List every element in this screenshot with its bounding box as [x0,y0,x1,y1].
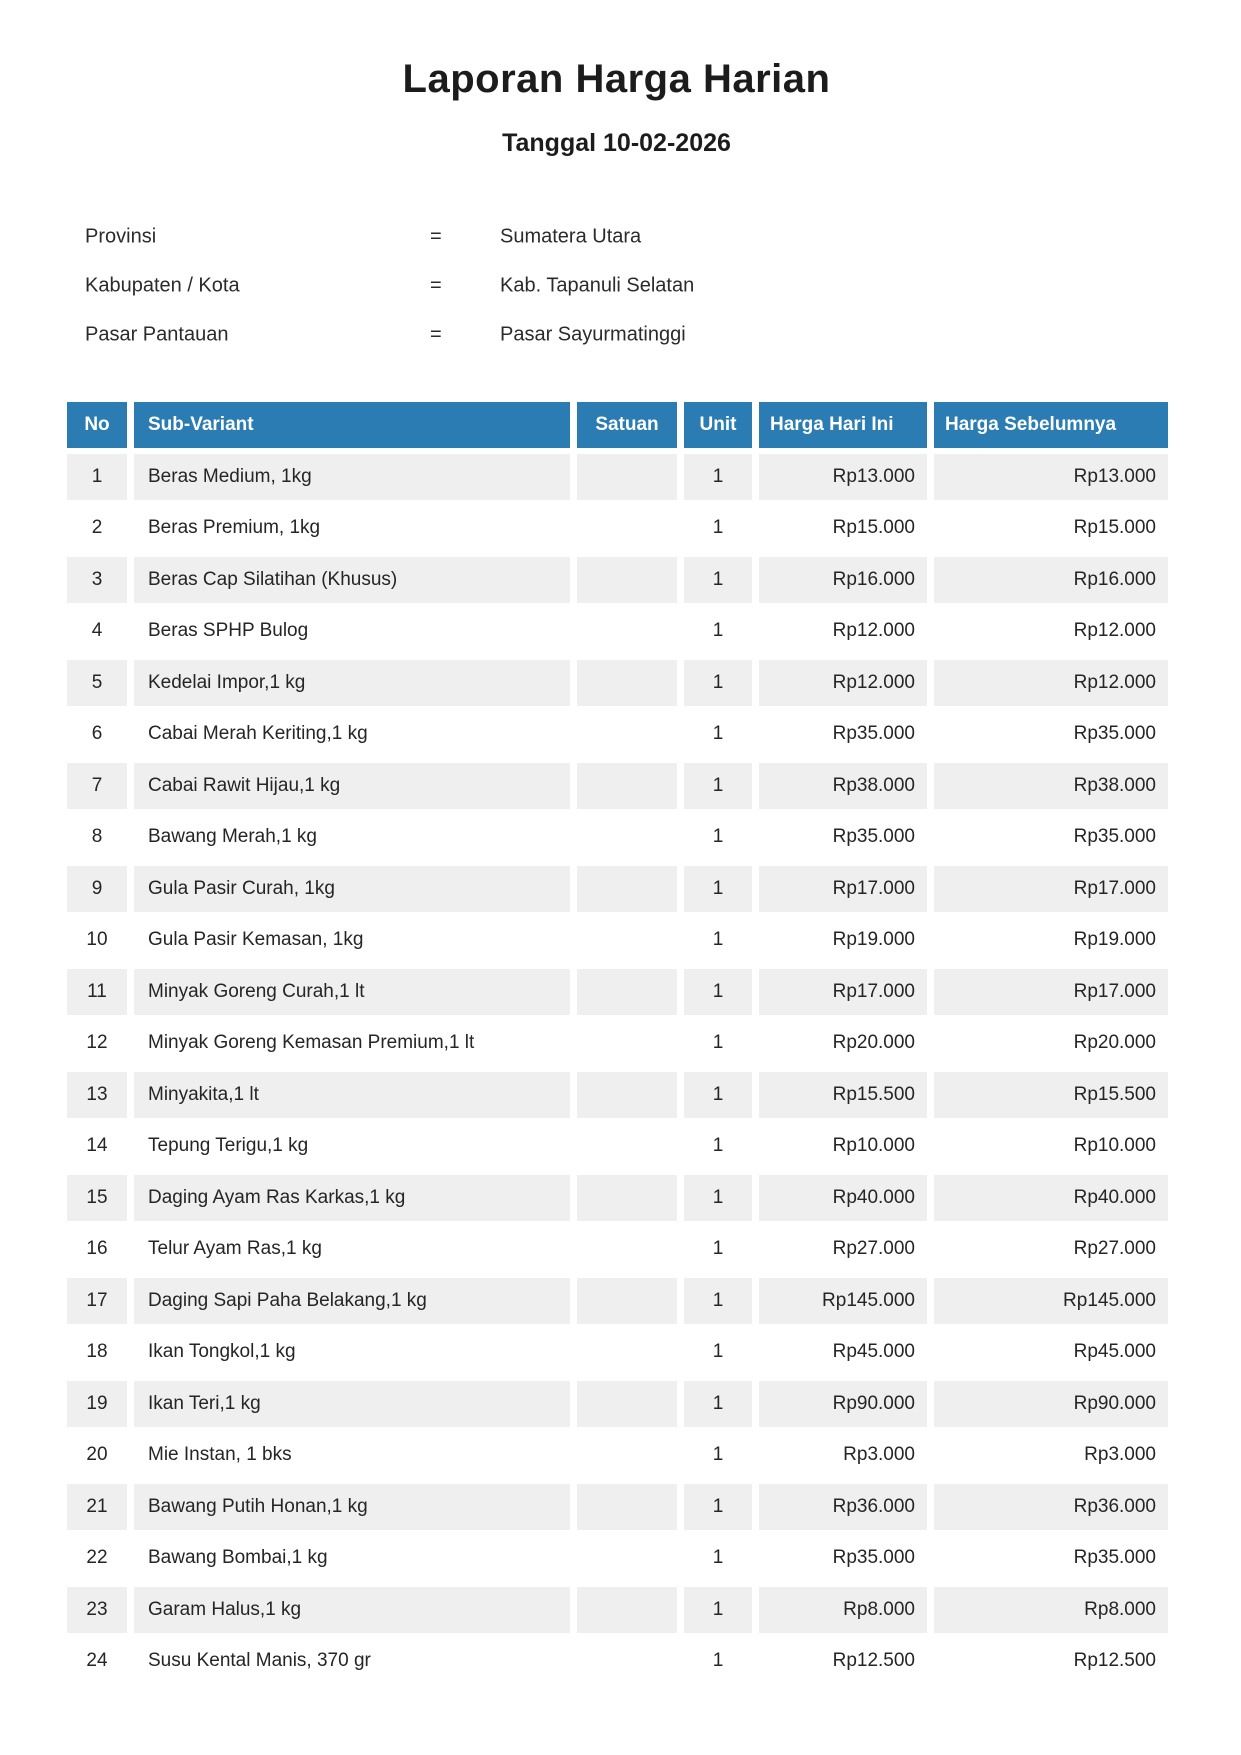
satuan-cell [577,969,677,1015]
satuan-cell [577,1278,677,1324]
harga-sebelumnya-cell: Rp145.000 [934,1278,1168,1324]
satuan-cell [577,1175,677,1221]
harga-hari-ini-cell: Rp3.000 [843,1444,915,1465]
sub-variant-cell: Beras SPHP Bulog [148,620,309,641]
harga-hari-ini-cell: Rp90.000 [759,1381,927,1427]
satuan-cell [577,917,677,963]
harga-sebelumnya-cell: Rp45.000 [1073,1341,1156,1362]
table-row [67,608,1168,654]
harga-hari-ini-cell: Rp12.500 [832,1650,915,1671]
unit-cell: 1 [712,1341,724,1362]
row-number-cell: 16 [86,1238,108,1259]
col-header-no: No [67,402,127,448]
satuan-cell [577,1072,677,1118]
sub-variant-cell: Beras Cap Silatihan (Khusus) [134,557,570,603]
row-number-cell: 7 [67,763,127,809]
sub-variant-cell: Gula Pasir Kemasan, 1kg [148,929,364,950]
unit-cell: 1 [684,454,752,500]
harga-hari-ini-cell: Rp145.000 [759,1278,927,1324]
satuan-cell [577,660,677,706]
harga-sebelumnya-cell: Rp15.000 [1073,517,1156,538]
harga-hari-ini-cell: Rp12.000 [759,660,927,706]
satuan-cell [577,1226,677,1272]
table-row [67,1535,1168,1581]
unit-cell: 1 [684,1587,752,1633]
harga-sebelumnya-cell: Rp27.000 [1073,1238,1156,1259]
col-header-harga-hari-ini: Harga Hari Ini [759,402,927,448]
harga-sebelumnya-cell: Rp12.000 [934,660,1168,706]
harga-hari-ini-cell: Rp27.000 [832,1238,915,1259]
unit-cell: 1 [684,557,752,603]
report-meta [0,212,1241,359]
unit-cell: 1 [712,1135,724,1156]
harga-hari-ini-cell: Rp15.000 [832,517,915,538]
satuan-cell [577,1432,677,1478]
row-number-cell: 23 [67,1587,127,1633]
harga-hari-ini-cell: Rp35.000 [832,1547,915,1568]
satuan-cell [577,1123,677,1169]
table-row [67,763,1168,809]
unit-cell: 1 [712,723,724,744]
harga-hari-ini-cell: Rp19.000 [832,929,915,950]
sub-variant-cell: Minyak Goreng Kemasan Premium,1 lt [148,1032,475,1053]
col-header-satuan: Satuan [577,402,677,448]
satuan-cell [577,454,677,500]
table-row [67,1020,1168,1066]
satuan-cell [577,1329,677,1375]
table-row [67,1587,1168,1633]
sub-variant-cell: Daging Sapi Paha Belakang,1 kg [134,1278,570,1324]
row-number-cell: 6 [91,723,103,744]
sub-variant-cell: Tepung Terigu,1 kg [148,1135,309,1156]
row-number-cell: 1 [67,454,127,500]
pasar-value: Pasar Sayurmatinggi [500,323,686,345]
table-row [67,454,1168,500]
col-header-unit: Unit [684,402,752,448]
harga-sebelumnya-cell: Rp40.000 [934,1175,1168,1221]
row-number-cell: 5 [67,660,127,706]
harga-hari-ini-cell: Rp20.000 [832,1032,915,1053]
equals-sign: = [430,225,442,247]
harga-sebelumnya-cell: Rp15.500 [934,1072,1168,1118]
table-row [67,660,1168,706]
row-number-cell: 9 [67,866,127,912]
harga-sebelumnya-cell: Rp35.000 [1073,826,1156,847]
harga-hari-ini-cell: Rp38.000 [759,763,927,809]
table-body [67,454,1168,1685]
unit-cell: 1 [684,1175,752,1221]
satuan-cell [577,763,677,809]
satuan-cell [577,814,677,860]
meta-row-kabupaten [0,261,1241,310]
sub-variant-cell: Minyak Goreng Curah,1 lt [134,969,570,1015]
page-title: Laporan Harga Harian [402,57,831,101]
sub-variant-cell: Ikan Teri,1 kg [134,1381,570,1427]
harga-sebelumnya-cell: Rp16.000 [934,557,1168,603]
sub-variant-cell: Ikan Tongkol,1 kg [148,1341,296,1362]
kabupaten-value: Kab. Tapanuli Selatan [500,274,695,296]
unit-cell: 1 [684,1381,752,1427]
provinsi-label: Provinsi [85,225,157,247]
sub-variant-cell: Beras Premium, 1kg [148,517,321,538]
unit-cell: 1 [712,620,724,641]
harga-sebelumnya-cell: Rp3.000 [1084,1444,1156,1465]
table-row [67,1432,1168,1478]
table-row [67,505,1168,551]
satuan-cell [577,608,677,654]
row-number-cell: 18 [86,1341,108,1362]
row-number-cell: 24 [86,1650,108,1671]
sub-variant-cell: Beras Medium, 1kg [134,454,570,500]
row-number-cell: 21 [67,1484,127,1530]
harga-sebelumnya-cell: Rp35.000 [1073,723,1156,744]
table-row [67,1638,1168,1684]
table-row [67,814,1168,860]
sub-variant-cell: Kedelai Impor,1 kg [134,660,570,706]
unit-cell: 1 [684,763,752,809]
equals-sign: = [430,323,442,345]
meta-row-provinsi [0,212,1241,261]
harga-hari-ini-cell: Rp10.000 [832,1135,915,1156]
satuan-cell [577,711,677,757]
equals-sign: = [430,274,442,296]
harga-sebelumnya-cell: Rp13.000 [934,454,1168,500]
unit-cell: 1 [684,1484,752,1530]
row-number-cell: 20 [86,1444,108,1465]
satuan-cell [577,505,677,551]
sub-variant-cell: Bawang Bombai,1 kg [148,1547,328,1568]
unit-cell: 1 [684,1072,752,1118]
satuan-cell [577,1484,677,1530]
unit-cell: 1 [712,826,724,847]
unit-cell: 1 [684,660,752,706]
row-number-cell: 4 [91,620,103,641]
satuan-cell [577,557,677,603]
harga-hari-ini-cell: Rp15.500 [759,1072,927,1118]
table-row [67,866,1168,912]
satuan-cell [577,1020,677,1066]
unit-cell: 1 [712,1547,724,1568]
unit-cell: 1 [712,1650,724,1671]
table-row [67,1226,1168,1272]
satuan-cell [577,1535,677,1581]
table-header-row [67,402,1168,448]
row-number-cell: 8 [91,826,103,847]
row-number-cell: 22 [86,1547,108,1568]
row-number-cell: 11 [67,969,127,1015]
satuan-cell [577,1381,677,1427]
sub-variant-cell: Bawang Putih Honan,1 kg [134,1484,570,1530]
harga-sebelumnya-cell: Rp38.000 [934,763,1168,809]
satuan-cell [577,1587,677,1633]
price-table [67,402,1168,1684]
sub-variant-cell: Cabai Rawit Hijau,1 kg [134,763,570,809]
unit-cell: 1 [712,929,724,950]
harga-sebelumnya-cell: Rp19.000 [1073,929,1156,950]
col-header-harga-sebelumnya: Harga Sebelumnya [934,402,1168,448]
harga-sebelumnya-cell: Rp17.000 [934,866,1168,912]
table-row [67,1278,1168,1324]
harga-hari-ini-cell: Rp8.000 [759,1587,927,1633]
table-row [67,1123,1168,1169]
report-date: Tanggal 10-02-2026 [502,129,731,157]
table-row [67,1175,1168,1221]
harga-hari-ini-cell: Rp36.000 [759,1484,927,1530]
harga-hari-ini-cell: Rp45.000 [832,1341,915,1362]
sub-variant-cell: Minyakita,1 lt [134,1072,570,1118]
unit-cell: 1 [712,517,724,538]
sub-variant-cell: Susu Kental Manis, 370 gr [148,1650,371,1671]
table-row [67,1381,1168,1427]
table-row [67,1329,1168,1375]
harga-hari-ini-cell: Rp35.000 [832,723,915,744]
harga-sebelumnya-cell: Rp36.000 [934,1484,1168,1530]
kabupaten-label: Kabupaten / Kota [85,274,240,296]
harga-hari-ini-cell: Rp35.000 [832,826,915,847]
unit-cell: 1 [712,1444,724,1465]
sub-variant-cell: Bawang Merah,1 kg [148,826,317,847]
sub-variant-cell: Daging Ayam Ras Karkas,1 kg [134,1175,570,1221]
row-number-cell: 17 [67,1278,127,1324]
row-number-cell: 14 [86,1135,108,1156]
sub-variant-cell: Gula Pasir Curah, 1kg [134,866,570,912]
harga-hari-ini-cell: Rp16.000 [759,557,927,603]
pasar-label: Pasar Pantauan [85,323,229,345]
harga-sebelumnya-cell: Rp8.000 [934,1587,1168,1633]
table-row [67,969,1168,1015]
unit-cell: 1 [712,1032,724,1053]
row-number-cell: 10 [86,929,108,950]
table-row [67,917,1168,963]
unit-cell: 1 [684,866,752,912]
table-row [67,711,1168,757]
harga-hari-ini-cell: Rp17.000 [759,969,927,1015]
harga-hari-ini-cell: Rp12.000 [832,620,915,641]
harga-sebelumnya-cell: Rp90.000 [934,1381,1168,1427]
row-number-cell: 19 [67,1381,127,1427]
sub-variant-cell: Cabai Merah Keriting,1 kg [148,723,368,744]
row-number-cell: 15 [67,1175,127,1221]
harga-hari-ini-cell: Rp17.000 [759,866,927,912]
row-number-cell: 12 [86,1032,108,1053]
provinsi-value: Sumatera Utara [500,225,642,247]
sub-variant-cell: Telur Ayam Ras,1 kg [148,1238,322,1259]
satuan-cell [577,866,677,912]
row-number-cell: 3 [67,557,127,603]
row-number-cell: 2 [91,517,103,538]
unit-cell: 1 [684,969,752,1015]
harga-sebelumnya-cell: Rp20.000 [1073,1032,1156,1053]
sub-variant-cell: Garam Halus,1 kg [134,1587,570,1633]
unit-cell: 1 [712,1238,724,1259]
unit-cell: 1 [684,1278,752,1324]
harga-sebelumnya-cell: Rp10.000 [1073,1135,1156,1156]
harga-sebelumnya-cell: Rp12.500 [1073,1650,1156,1671]
sub-variant-cell: Mie Instan, 1 bks [148,1444,292,1465]
harga-sebelumnya-cell: Rp12.000 [1073,620,1156,641]
satuan-cell [577,1638,677,1684]
table-row [67,557,1168,603]
row-number-cell: 13 [67,1072,127,1118]
harga-hari-ini-cell: Rp13.000 [759,454,927,500]
harga-hari-ini-cell: Rp40.000 [759,1175,927,1221]
table-row [67,1484,1168,1530]
harga-sebelumnya-cell: Rp35.000 [1073,1547,1156,1568]
table-row [67,1072,1168,1118]
meta-row-pasar [0,310,1241,359]
col-header-sub-variant: Sub-Variant [134,402,570,448]
harga-sebelumnya-cell: Rp17.000 [934,969,1168,1015]
